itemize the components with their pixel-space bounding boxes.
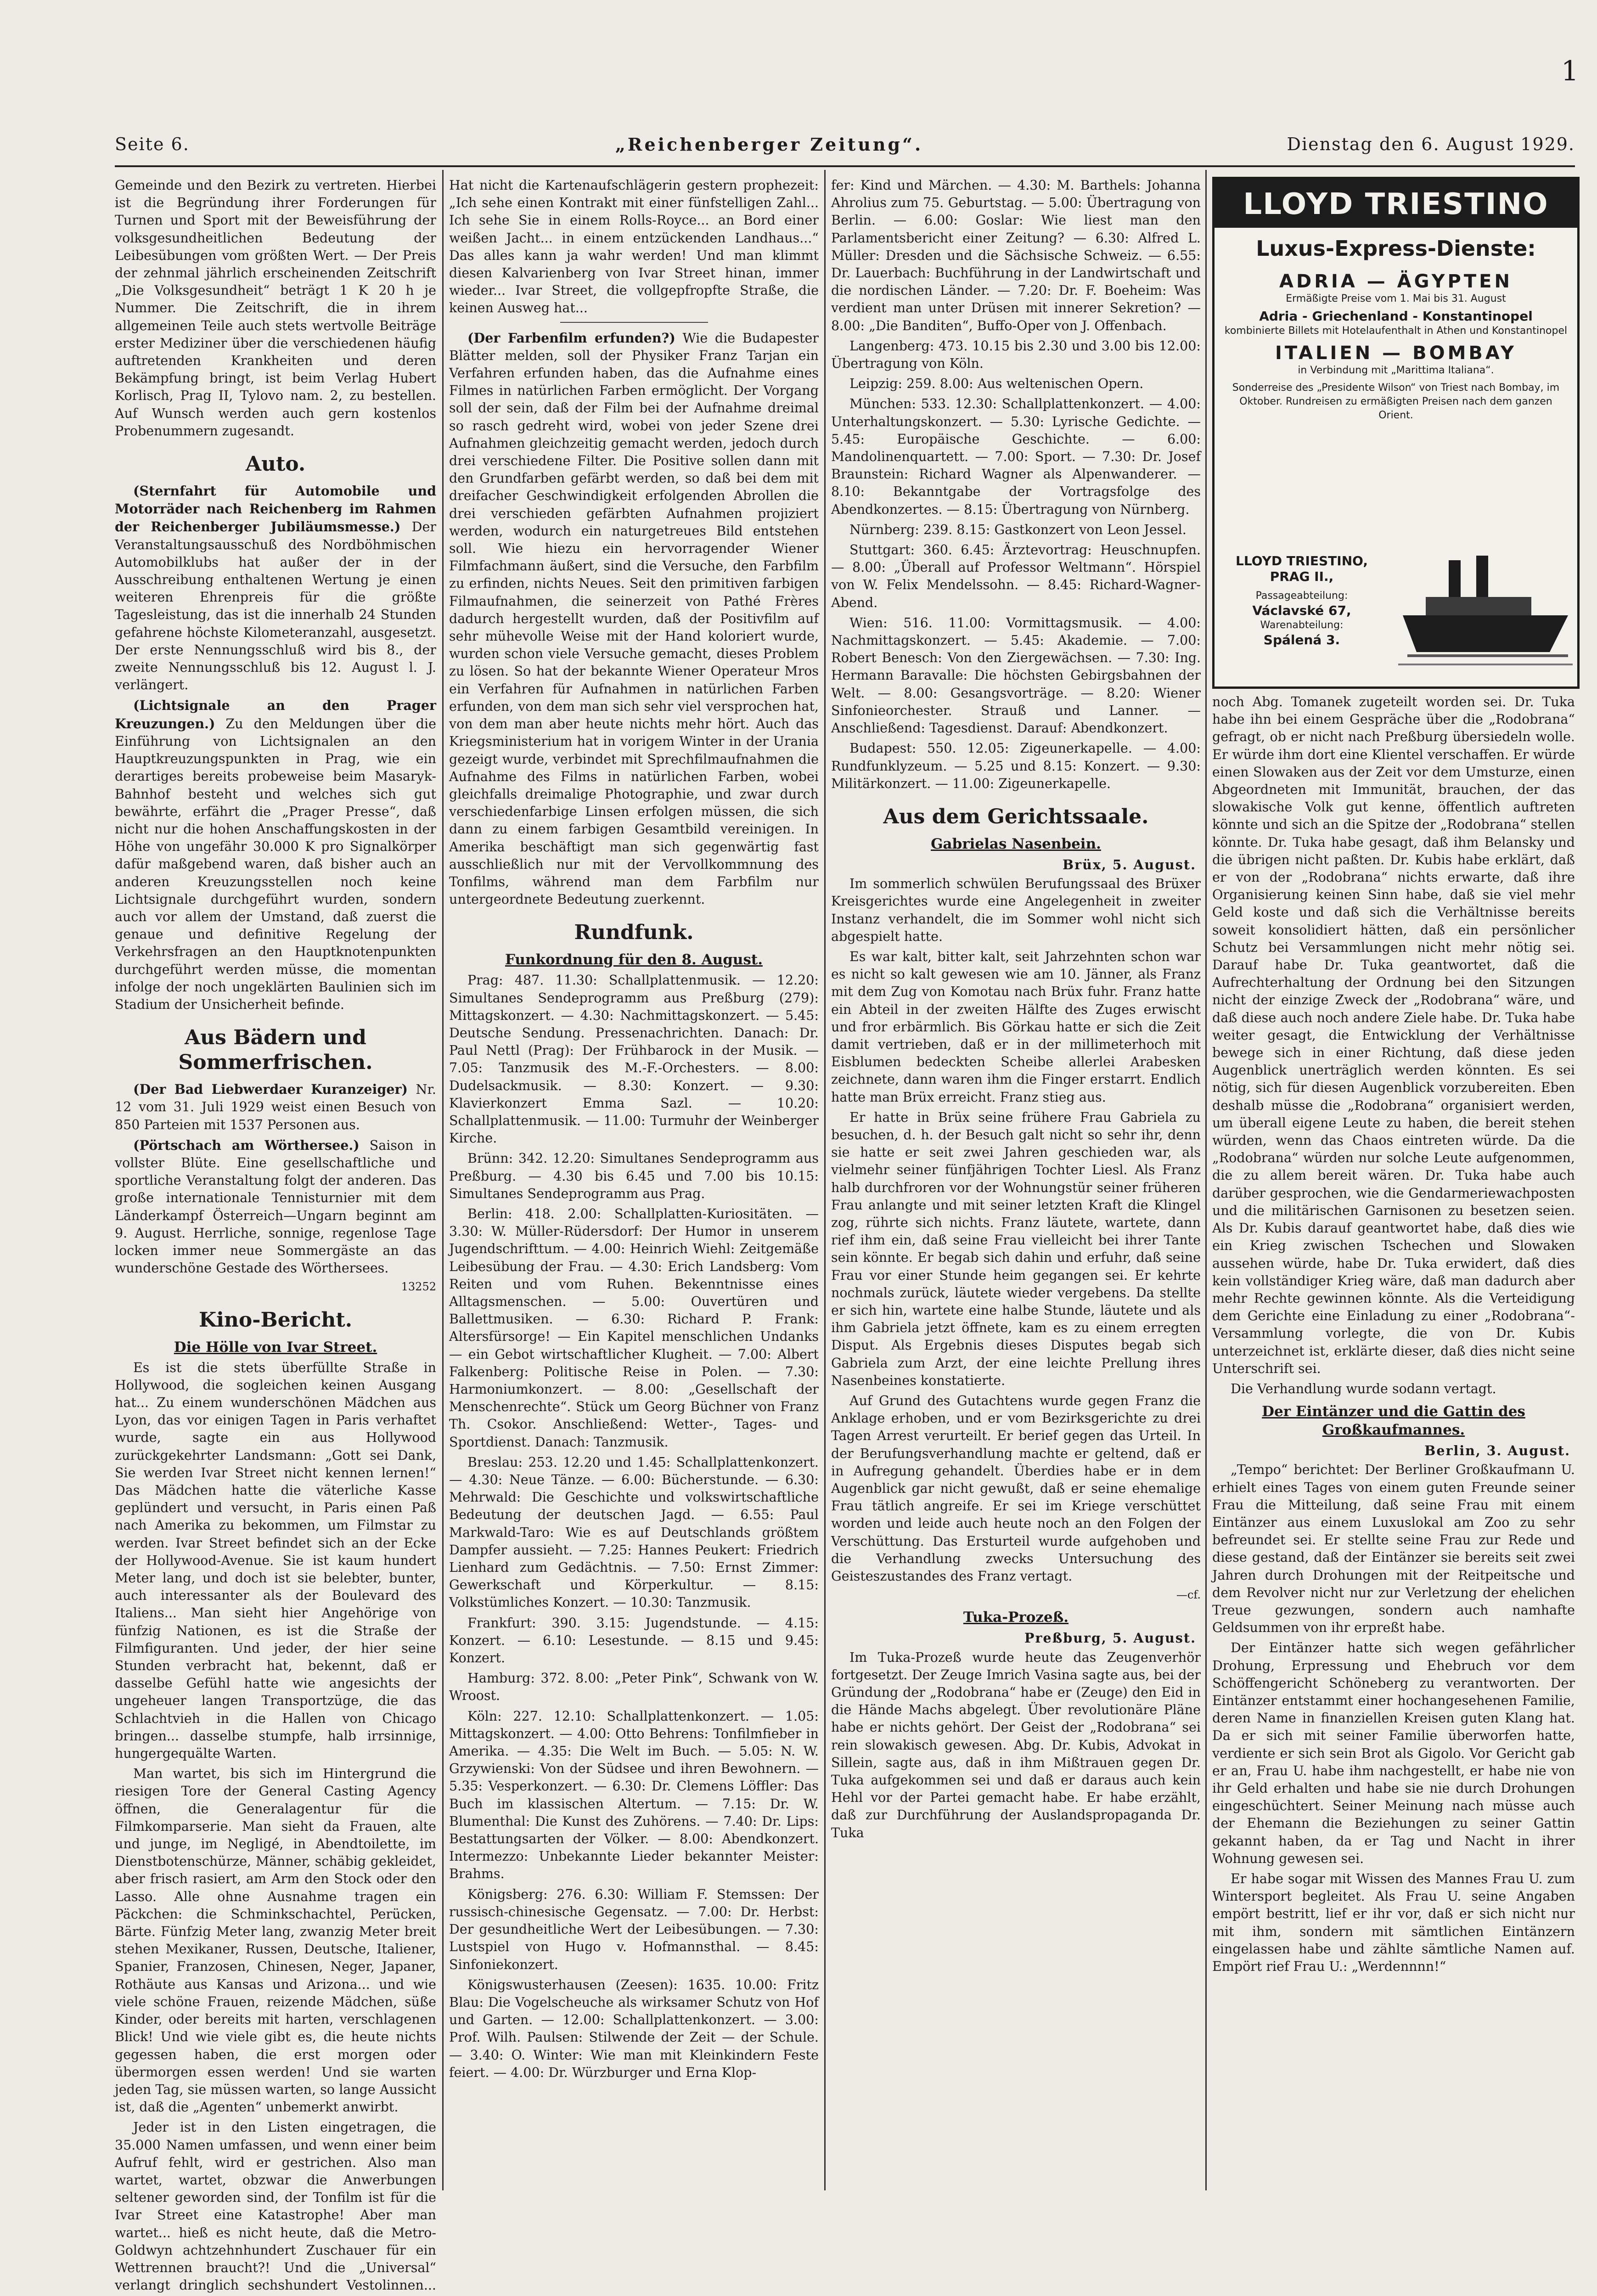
article-continuation: Hat nicht die Kartenaufschlägerin gestern prophezeit: „Ich sehe einen Kontrakt mit einer fünfstelligen Zahl... Ich sehe Sie in einem Rolls-Royce... an Bord einer weißen Jacht... in einem entzückenden Landhaus...“ Das alles kann ja wahr werden! Und man klimmt diesen Kalvarienberg von Ivar Street hinan, immer wieder... Ivar Street, die vollgepfropfte Straße, die keinen Ausweg hat... — [449, 178, 819, 316]
section-title-kino: Kino-Bericht. — [198, 1308, 353, 1332]
article-paragraph: Er hatte in Brüx seine frühere Frau Gabriela zu besuchen, d. h. der Besuch galt nicht so sehr ihr, denn sie hatte er seit zwei Jahren geschieden war, als vielmehr seiner fünfjährigen Tochter Liesl. Als Franz halb durchfroren vor der Wohnungstür seiner früheren Frau anlangte und mit seiner letzten Kraft die Klingel zog, rührte sich nichts. Franz läutete, wartete, dann rief ihm ein, daß seine Frau vielleicht bei ihrer Tante sein könnte. Er begab sich dahin und erfuhr, daß seine Frau vor einer Stunde heim gegangen sei. Er kehrte nochmals zurück, läutete wieder vergebens. Da stellte er sich hin, wartete eine halbe Stunde, läutete und als ihm Gabriela jetzt öffnete, kam es zu einem erregten Disput. Als Ergebnis dieses Disputes begab sich Gabriela zum Arzt, der eine leichte Prellung ihres Nasenbeines konstatierte. — [831, 1109, 1201, 1388]
article-title-eintaenzer: Der Eintänzer und die Gattin des Großkaufmannes. — [1262, 1403, 1525, 1439]
ad-note: in Verbindung mit „Marittima Italiana“. — [1298, 365, 1494, 376]
page-number: Seite 6. — [115, 134, 190, 154]
farbenfilm-item: (Der Farbenfilm erfunden?) Wie die Budapester Blätter melden, soll der Physiker Franz Tarjan ein Verfahren erfunden haben, das die Aufnahme eines Filmes in natürlichen Farben ermöglicht. Der Vorgang soll der sein, daß der Film bei der Aufnahme dreimal so rasch gedreht wird, wobei von jeder Szene drei Aufnahmen gleichzeitig gemacht werden, jedoch durch drei verschiedene Filter. Die Positive sollen dann mit den Grundfarben gefärbt werden, so daß bei dem mit dreifacher Geschwindigkeit erfolgenden Abrollen die drei verschieden gefärbten Aufnahmen projiziert werden, wodurch ein naturgetreues Bild entstehen soll. Wie hiezu ein hervorragender Wiener Filmfachmann äußert, sind die Versuche, den Farbfilm zu erfinden, nichts Neues. Seit den primitiven farbigen Filmaufnahmen, die seinerzeit von Pathé Frères dadurch hergestellt wurden, daß der Positivfilm auf sehr mühevolle Weise mit der Hand koloriert wurde, wurden schon viele Versuche gemacht, dieses Problem zu lösen. So hat der bekannte Wiener Operateur Mros ein Verfahren für Aufnahmen in natürlichen Farben erfunden, von dem man sich sehr viel versprochen hat, von dem man aber heute nichts mehr hört. Auch das Kriegsministerium hat in vorigem Winter in der Urania gezeigt wurde, verbindet mit Sprechfilmaufnahmen die Aufnahme des Films in natürlichen Farben, wobei gleichfalls dreimalige Photographie, und zwar durch verschiedenfarbige Linsen erfolgen müssen, die sich dann zu einem farbigen Gesamtbild vereinigen. In Amerika beschäftigt man sich gegenwärtig fast ausschließlich nur mit der Vervollkommnung des Tonfilms, während man dem Farbfilm nur untergeordnete Bedeutung zuerkennt. — [449, 330, 819, 907]
article-paragraph: Im sommerlich schwülen Berufungssaal des Brüxer Kreisgerichtes wurde eine Angelegenheit in zweiter Instanz verhandelt, die im Sommer wohl nicht sich abgespielt hatte. — [831, 876, 1201, 944]
column-divider — [824, 170, 826, 2190]
radio-entry: Brünn: 342. 12.20: Simultanes Sendeprogramm aus Preßburg. — 4.30 bis 6.45 und 7.00 bis 10.15: Simultanes Sendeprogramm aus Prag. — [449, 1151, 819, 1201]
ad-address: LLOYD TRIESTINO, PRAG II., Passageabteilung: Václavské 67, Warenabteilung: Spálená 3. — [1236, 553, 1368, 647]
auto-item-2: (Lichtsignale an den Prager Kreuzungen.) Zu den Meldungen über die Einführung von Lichtsignalen an den Hauptkreuzungspunkten in Prag, wie ein derartiges bereits probeweise beim Masaryk-Bahnhof besteht und welches sich gut bewährte, erfährt die „Prager Presse“, daß nicht nur die hohen Anschaffungskosten in der Höhe von ungefähr 30.000 K pro Signalkörper dafür maßgebend waren, daß bisher auch an anderen Kreuzungsstellen noch keine Lichtsignale durchgeführt wurden, sondern auch vor allem der Umstand, daß zuerst die genaue und definitive Regelung der Verkehrsfragen an den Hauptknotenpunkten durchgeführt werden müsse, die momentan infolge der noch ungeklärten Baulinien sich im Stadium der Unsicherheit befinde. — [115, 698, 436, 1012]
column-divider — [1205, 170, 1207, 2190]
article-title-nasenbein: Gabrielas Nasenbein. — [931, 835, 1101, 852]
ship-icon — [1398, 546, 1573, 680]
radio-entry: Berlin: 418. 2.00: Schallplatten-Kuriositäten. — 3.30: W. Müller-Rüdersdorf: Der Humor in unserem Jugendschrifttum. — 4.00: Heinrich Wiehl: Zeitgemäße Leibesübung der Frau. — 4.30: Erich Landsberg: Vom Reiten und vom Ruhen. Bekenntnisse eines Alltagsmenschen. — 5.00: Ouvertüren und Ballettmusiken. — 6.30: Richard P. Frank: Altersfürsorge! — Ein Kapitel menschlichen Undanks — ein Gebot wirtschaftlicher Klugheit. — 7.00: Albert Falkenberg: Politische Reise in Polen. — 7.30: Harmoniumkonzert. — 8.00: „Gesellschaft der Menschenrechte“. Stück um Georg Büchner von Franz Th. Csokor. Anschließend: Wetter-, Tages- und Sportdienst. Danach: Tanzmusik. — [449, 1206, 819, 1450]
article-paragraph: „Tempo“ berichtet: Der Berliner Großkaufmann U. erhielt eines Tages von einem guten Freunde seiner Frau die Mitteilung, daß seine Frau mit einem Eintänzer aus einem Luxuslokal am Zoo zu sehr befreundet sei. Er stellte seine Frau zur Rede und diese gestand, daß der Eintänzer sie bereits seit zwei Jahren durch Drohungen mit der Reitpeitsche und dem Revolver nicht nur zur Verletzung der ehelichen Treue gezwungen, sondern auch namhafte Geldsummen von ihr erpreßt habe. — [1212, 1462, 1575, 1636]
article-paragraph: Es war kalt, bitter kalt, seit Jahrzehnten schon war es nicht so kalt gewesen wie am 10. Jänner, als Franz mit dem Zug von Komotau nach Brüx fuhr. Franz hatte ein Abteil in der zweiten Hälfte des Zuges erwischt und fror erbärmlich. Bis Görkau hatte er sich die Zeit damit vertrieben, daß er in der millimeterhoch mit Eisblumen bedeckten Scheibe allerlei Arabesken zeichnete, dann waren ihm die Finger erstarrt. Endlich hatte man Brüx erreicht. Franz stieg aus. — [831, 949, 1201, 1105]
section-title-auto: Auto. — [245, 452, 306, 476]
article-paragraph: Es ist die stets überfüllte Straße in Hollywood, die sogleichen keinen Ausgang hat... Zu einem wunderschönen Mädchen aus Lyon, das vor einigen Tagen in Paris verhaftet wurde, sagte ein aus Hollywood zurückgekehrter Landsmann: „Gott sei Dank, Sie werden Ivar Street nicht kennen lernen!“ Das Mädchen hatte die väterliche Kasse geplündert und versucht, in Paris einen Paß nach Amerika zu bekommen, um Filmstar zu werden. Ivar Street befindet sich an der Ecke der Hollywood-Avenue. Sie ist kaum hundert Meter lang, und doch ist sie belebter, bunter, auch interessanter als der Boulevard des Italiens... Man sieht hier Angehörige von fünfzig Nationen, es ist die Straße der Filmfiguranten. Und jeder, der hier seine Stunden verbracht hat, bekennt, daß er dasselbe Gefühl hatte wie angesichts der ungeheuer langen Transportzüge, die das Schlachtvieh in die Hallen von Chicago bringen... dasselbe stumpfe, halb irrsinnige, hungergequälte Warten. — [115, 1360, 436, 1761]
ad-note: kombinierte Billets mit Hotelaufenthalt in Athen und Konstantinopel — [1224, 325, 1568, 337]
page-mark: 1 — [1561, 55, 1579, 87]
radio-entry: Budapest: 550. 12.05: Zigeunerkapelle. — 4.00: Rundfunklyzeum. — 5.25 und 8.15: Konzert. — 9.30: Militärkonzert. — 11.00: Zigeunerkapelle. — [831, 741, 1201, 791]
radio-entry: fer: Kind und Märchen. — 4.30: M. Barthels: Johanna Ahrolius zum 75. Geburtstag. — 5.00: Übertragung von Berlin. — 6.00: Goslar: Wie liest man den Parlamentsbericht einer Zeitung? — 6.30: Alfred L. Müller: Dresden und die Sächsische Schweiz. — 6.55: Dr. Lauerbach: Buchführung in der Landwirtschaft und die nordischen Länder. — 7.20: Dr. F. Boeheim: Was verdient man unter Drüsen mit innerer Sekretion? — 8.00: „Die Banditen“, Buffo-Oper von J. Offenbach. — [831, 178, 1201, 333]
article-continuation: Gemeinde und den Bezirk zu vertreten. Hierbei ist die Begründung ihrer Forderungen für Turnen und Sport mit der Beweisführung der volksgesundheitlichen Bedeutung der Leibesübungen vom größten Wert. — Der Preis der zehnmal jährlich erscheinenden Zeitschrift „Die Volksgesundheit“ beträgt 1 K 20 h je Nummer. Die Zeitschrift, die in ihrem allgemeinen Teile auch stets wertvolle Beiträge erster Mediziner über die verschiedenen häufig auftretenden Krankheiten und deren Bekämpfung bringt, ist beim Verlag Hubert Korlisch, Prag II, Tylovo nam. 2, zu bestellen. Auf Wunsch werden auch gern kostenlos Probenummern zugesandt. — [115, 178, 436, 439]
baeder-item-2: (Pörtschach am Wörthersee.) Saison in vollster Blüte. Eine gesellschaftliche und sportliche Veranstaltung folgt der anderen. Das große internationale Tennisturnier mit dem Länderkampf Österreich—Ungarn beginnt am 9. August. Herrliche, sonnige, regenlose Tage locken immer neue Sommergäste an das wunderschöne Gestade des Wörthersees. — [115, 1137, 436, 1276]
article-title-tuka: Tuka-Prozeß. — [963, 1609, 1069, 1626]
column-4 — [1212, 693, 1575, 2188]
radio-entry: Köln: 227. 12.10: Schallplattenkonzert. — 1.05: Mittagskonzert. — 4.00: Otto Behrens: Tonfilmfieber in Amerika. — 4.35: Die Welt im Buch. — 5.05: N. W. Grzywienski: Von der Südsee und ihren Bewohnern. — 5.35: Vesperkonzert. — 6.30: Dr. Clemens Löffler: Das Buch im klassischen Altertum. — 7.15: Dr. W. Blumenthal: Die Kunst des Zuhörens. — 7.40: Dr. Lips: Bestattungsarten der Völker. — 8.00: Abendkonzert. Intermezzo: Unbekannte Lieder bekannter Meister: Brahms. — [449, 1708, 819, 1882]
radio-entry: Hamburg: 372. 8.00: „Peter Pink“, Schwank von W. Wroost. — [449, 1671, 819, 1704]
section-title-gericht: Aus dem Gerichtssaale. — [883, 805, 1149, 828]
radio-entry: München: 533. 12.30: Schallplattenkonzert. — 4.00: Unterhaltungskonzert. — 5.30: Lyrische Gedichte. — 5.45: Europäische Geschichte. — 6.00: Mandolinenquartett. — 7.00: Sport. — 7.30: Dr. Josef Braunstein: Richard Wagner als Alpenwanderer. — 8.10: Bekanntgabe der Vortragsfolge des Abendkonzertes. — 8.15: Übertragung von Nürnberg. — [831, 396, 1201, 517]
article-paragraph: Die Verhandlung wurde sodann vertagt. — [1231, 1381, 1496, 1396]
article-paragraph: Jeder ist in den Listen eingetragen, die 35.000 Namen umfassen, und wenn einer beim Aufruf fehlt, wird er gestrichen. Also man wartet, wartet, obzwar die Anwerbungen seltener geworden sind, der Tonfilm ist für die Ivar Street eine Katastrophe! Aber man wartet... hieß es nicht heute, daß die Metro-Goldwyn achtzehnhundert Zuschauer für ein Wettrennen braucht?! Und die „Universal“ verlangt dringlich sechshundert Vestolinnen... — [115, 2120, 436, 2293]
radio-entry: Königsberg: 276. 6.30: William F. Stemssen: Der russisch-chinesische Gegensatz. — 7.00: Dr. Herbst: Der gesundheitliche Wert der Leibesübungen. — 7.30: Lustspiel von Hugo v. Hofmannsthal. — 8.45: Sinfoniekonzert. — [449, 1886, 819, 1972]
article-title-ivar-street: Die Hölle von Ivar Street. — [174, 1339, 377, 1356]
ad-code: 13252 — [401, 1280, 436, 1294]
radio-entry: Nürnberg: 239. 8.15: Gastkonzert von Leon Jessel. — [849, 522, 1187, 537]
ad-logo: LLOYD TRIESTINO — [1215, 179, 1577, 228]
radio-entry: Breslau: 253. 12.20 und 1.45: Schallplattenkonzert. — 4.30: Neue Tänze. — 6.00: Bücherstunde. — 6.30: Mehrwald: Die Geschichte und volkswirtschaftliche Bedeutung der deutschen Jagd. — 6.55: Paul Markwald-Taro: Wie es auf Deutschlands größtem Dampfer aussieht. — 7.25: Hannes Peukert: Friedrich Lienhard zum Gedächtnis. — 7.50: Ernst Zimmer: Gewerkschaft und Körperkultur. — 8.15: Volkstümliches Konzert. — 10.30: Tanzmusik. — [449, 1454, 819, 1610]
lloyd-triestino-ad — [1212, 177, 1580, 689]
radio-entry: Stuttgart: 360. 6.45: Ärztevortrag: Heuschnupfen. — 8.00: „Überall auf Professor Weltmann“. Hörspiel von W. Felix Mendelssohn. — 8.45: Richard-Wagner-Abend. — [831, 542, 1201, 610]
ad-route: Adria - Griechenland - Konstantinopel — [1259, 309, 1533, 324]
ad-special: Sonderreise des „Presidente Wilson“ von Triest nach Bombay, im Oktober. Rundreisen zu ermäßigten Preisen nach dem ganzen Orient. — [1232, 382, 1560, 421]
section-title-rundfunk: Rundfunk. — [574, 921, 694, 945]
article-paragraph: Im Tuka-Prozeß wurde heute das Zeugenverhör fortgesetzt. Der Zeuge Imrich Vasina sagte aus, bei der Gründung der „Rodobrana“ habe er (Zeuge) den Eid in die Hände Machs abgelegt. Über revolutionäre Pläne habe er nichts gehört. Der Geist der „Rodobrana“ sei rein slowakisch gewesen. Abg. Dr. Kubis, Advokat in Sillein, sagte aus, daß in ihm Mißtrauen gegen Dr. Tuka aufgekommen sei und daß er daraus auch kein Hehl vor der Partei gemacht habe. Er habe erzählt, daß zur Durchführung der Auslandspropaganda Dr. Tuka — [831, 1649, 1201, 1840]
ad-tagline: Luxus-Express-Dienste: — [1256, 236, 1536, 261]
page-header — [115, 134, 1575, 162]
issue-date: Dienstag den 6. August 1929. — [1287, 134, 1575, 154]
radio-entry: Wien: 516. 11.00: Vormittagsmusik. — 4.00: Nachmittagskonzert. — 5.45: Akademie. — 7.00: Robert Benesch: Von den Ziergewächsen. — 7.30: Ing. Hermann Baravalle: Die höchsten Gebirgsbahnen der Welt. — 8.00: Gesangsvorträge. — 8.20: Wiener Sinfonieorchester. Strauß und Lanner. — Anschließend: Tagesdienst. Darauf: Abendkonzert. — [831, 615, 1201, 736]
radio-entry: Langenberg: 473. 10.15 bis 2.30 und 3.00 bis 12.00: Übertragung von Köln. — [831, 338, 1201, 371]
article-paragraph: Auf Grund des Gutachtens wurde gegen Franz die Anklage erhoben, und er vom Bezirksgerichte zu drei Tagen Arrest verurteilt. Er berief gegen das Urteil. In der Berufungsverhandlung machte er geltend, daß er in Aufregung gehandelt. Überdies habe er in dem Augenblick gar nicht gewußt, daß er seine ehemalige Frau tätlich angreife. Er sei im Kriege verschüttet worden und leide auch heute noch an den Folgen der Verschüttung. Das Ersturteil wurde aufgehoben und die Verhandlung zwecks Untersuchung des Geisteszustandes des Franz vertagt. — [831, 1393, 1201, 1584]
ad-route: ADRIA — ÄGYPTEN — [1279, 271, 1513, 292]
auto-item-1: (Sternfahrt für Automobile und Motorräder nach Reichenberg im Rahmen der Reichenberger Jubiläumsmesse.) Der Veranstaltungsausschuß des Nordböhmischen Automobilklubs hat außer der in der Ausschreibung enthaltenen Wertung je einen weiteren Ehrenpreis für die größte Tagesleistung, das ist die innerhalb 24 Stunden gefahrene höchste Kilometeranzahl, ausgesetzt. Der erste Nennungsschluß wird bis 8., der zweite Nennungsschluß bis 12. August l. J. verlängert. — [115, 483, 436, 693]
author-sign: —cf. — [1176, 1588, 1201, 1602]
header-rule — [115, 165, 1575, 167]
section-title-baeder: Aus Bädern und Sommerfrischen. — [178, 1026, 373, 1075]
article-paragraph: Man wartet, bis sich im Hintergrund die riesigen Tore der General Casting Agency öffnen, die Generalagentur für die Filmkomparserie. Man sieht da Frauen, alte und junge, im Negligé, in Abendtoilette, im Dienstbotenschürze, Männer, schäbig gekleidet, aber frisch rasiert, am Arm den Stock oder den Lasso. Alle ohne Ausnahme tragen ein Päckchen: die Schminkschachtel, Perücken, Bärte. Fünfzig Meter lang, zwanzig Meter breit stehen Mexikaner, Russen, Deutsche, Italiener, Spanier, Franzosen, Chinesen, Neger, Japaner, Rothäute aus Kansas und Arizona... und wie viele schöne Frauen, reizende Mädchen, süße Kinder, oder bereits mit harten, verschlagenen Blick! Und wie viele gibt es, die heute nichts gegessen haben, die erst morgen oder übermorgen essen werden! Und sie warten jeden Tag, sie müssen warten, so lange Aussicht ist, daß die „Agenten“ unbemerkt anwirbt. — [115, 1766, 436, 2115]
article-paragraph: Der Eintänzer hatte sich wegen gefährlicher Drohung, Erpressung und Ehebruch vor dem Schöffengericht Schöneberg zu verantworten. Der Eintänzer entstammt einer hochangesehenen Familie, deren Name in finanziellen Kreisen guten Klang hat. Da er sich mit seiner Familie überworfen hatte, verdiente er sich sein Brot als Gigolo. Vor Gericht gab er an, Frau U. habe ihm nachgestellt, er habe nie von ihr Geld erhalten und habe sie nie durch Drohungen eingeschüchtert. Seiner Meinung nach müsse auch der Ehemann die Beziehungen zu seiner Gattin gekannt haben, da er Tag und Nacht in ihrer Wohnung gewesen sei. — [1212, 1640, 1575, 1866]
baeder-item-1: (Der Bad Liebwerdaer Kuranzeiger) Nr. 12 vom 31. Juli 1929 weist einen Besuch von 850 Parteien mit 1537 Personen aus. — [115, 1081, 436, 1132]
column-divider — [442, 170, 444, 2190]
dateline: Brüx, 5. August. — [1063, 856, 1196, 872]
ad-route: ITALIEN — BOMBAY — [1275, 343, 1517, 364]
column-2 — [449, 177, 819, 2188]
column-3 — [831, 177, 1201, 2188]
radio-entry: Prag: 487. 11.30: Schallplattenmusik. — 12.20: Simultanes Sendeprogramm aus Preßburg (279): Mittagskonzert. — 4.30: Nachmittagskonzert. — 5.45: Deutsche Sendung. Pressenachrichten. Danach: Dr. Paul Nettl (Prag): Der Frühbarock in der Musik. — 7.05: Tanzmusik des M.-F.-Orchesters. — 8.00: Dudelsackmusik. — 8.30: Konzert. — 9.30: Klavierkonzert Emma Sazl. — 10.20: Schallplattenmusik. — 11.00: Turmuhr der Weinberger Kirche. — [449, 973, 819, 1146]
separator — [560, 322, 708, 323]
rundfunk-subtitle: Funkordnung für den 8. August. — [505, 951, 763, 968]
newspaper-title: „Reichenberger Zeitung“. — [615, 134, 923, 155]
radio-entry: Königswusterhausen (Zeesen): 1635. 10.00: Fritz Blau: Die Vogelscheuche als wirksamer Schutz von Hof und Garten. — 12.00: Schallplattenkonzert. — 3.00: Prof. Wilh. Paulsen: Stilwende der Zeit — der Schule. — 3.40: O. Winter: Wie man mit Kleinkindern Feste feiert. — 4.00: Dr. Würzburger und Erna Klop- — [449, 1977, 819, 2080]
dateline: Berlin, 3. August. — [1424, 1443, 1570, 1459]
radio-entry: Leipzig: 259. 8.00: Aus weltenischen Opern. — [849, 376, 1144, 392]
article-paragraph: Er habe sogar mit Wissen des Mannes Frau U. zum Wintersport begleitet. Als Frau U. seine Angaben empört bestritt, lief er ihr vor, daß er sich nicht nur mit ihm, sondern mit sämtlichen Eintänzern eingelassen habe und zählte sämtliche Namen auf. Empört rief Frau U.: „Werdennnn!“ — [1212, 1871, 1575, 1975]
dateline: Preßburg, 5. August. — [1024, 1630, 1196, 1646]
article-continuation: noch Abg. Tomanek zugeteilt worden sei. Dr. Tuka habe ihn bei einem Gespräche über die „Rodobrana“ gefragt, ob er nicht nach Preßburg übersiedeln wolle. Er würde ihm dort eine Klientel verschaffen. Er würde einen Slowaken aus der Zeit vor dem Umsturze, einen Abgeordneten mit Immunität, brauchen, der das slowakische Volk gut kenne, öffentlich auftreten könnte und sich an die Spitze der „Rodobrana“ stellen könnte. Dr. Tuka habe gesagt, daß ihm Belansky und die übrigen nicht paßten. Dr. Kubis habe erklärt, daß er von der „Rodobrana“ nichts erwarte, daß ihre Organisierung keinen Sinn habe, daß sie viel mehr Geld koste und daß sich die Verhältnisse bereits soweit konsolidiert hätten, daß ein persönlicher Schutz bei Versammlungen nicht mehr nötig sei. Darauf habe Dr. Tuka geantwortet, daß die Aufrechterhaltung der Ordnung bei den Sitzungen nicht der einzige Zweck der „Rodobrana“ wäre, und daß diese auch noch andere Ziele habe. Dr. Tuka habe weiter gesagt, die Entwicklung der Verhältnisse bewege sich in einer Richtung, daß diese jeden Augenblick unerträglich werden könnten. Es sei nötig, sich für diesen Augenblick vorzubereiten. Eben deshalb müsse die „Rodobrana“ organisiert werden, um überall eigene Leute zu haben, die bereit stehen würden, wenn das Chaos eintreten würde. Da die „Rodobrana“ würden nur solche Leute aufgenommen, die zu allem bereit wären. Dr. Tuka habe auch darüber gesprochen, wie die Gendarmeriewachposten und die militärischen Garnisonen zu besetzen seien. Als Dr. Kubis darauf geantwortet habe, daß dies wie ein Krieg zwischen Tschechen und Slowaken aussehen würde, habe Dr. Tuka erwidert, daß dies kein vollständiger Krieg wäre, daß man dadurch aber mehr Rechte gewinnen könnte. Als die Verteidigung dem Gerichte eine Einladung zu einer „Rodobrana“-Versammlung vorlegte, die von Dr. Kubis unterzeichnet ist, erklärte dieser, daß dies nicht seine Unterschrift sei. — [1212, 694, 1575, 1376]
ad-note: Ermäßigte Preise vom 1. Mai bis 31. August — [1286, 293, 1506, 304]
column-1 — [115, 177, 436, 2293]
radio-entry: Frankfurt: 390. 3.15: Jugendstunde. — 4.15: Konzert. — 6.10: Lesestunde. — 8.15 und 9.45: Konzert. — [449, 1615, 819, 1666]
